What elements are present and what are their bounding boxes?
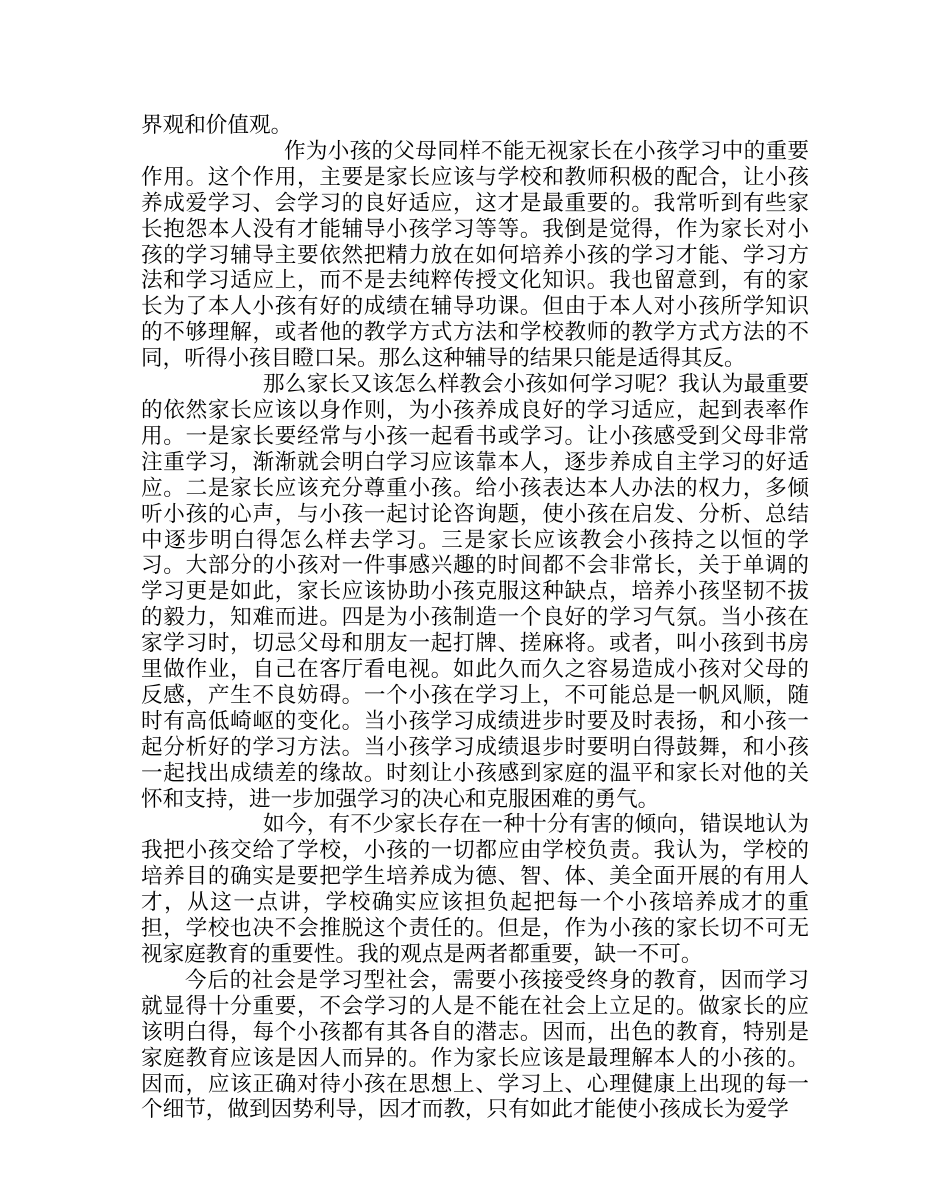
- paragraph-1: 界观和价值观。: [141, 113, 293, 138]
- document-page: [141, 113, 809, 1123]
- paragraph-4: 如今，有不少家长存在一种十分有害的倾向，错误地认为我把小孩交给了学校，小孩的一切都应由学校负责。我认为，学校的培养目的确实是要把学生培养成为德、智、体、美全面开展的有用人才，从这一点讲，学校确实应该担负起把每一个小孩培养成才的重担，学校也决不会推脱这个责任的。但是，作为小孩的家长切不可无视家庭教育的重要性。我的观点是两者都重要，缺一不可。: [141, 812, 809, 967]
- paragraph-5: 今后的社会是学习型社会，需要小孩接受终身的教育，因而学习就显得十分重要，不会学习的人是不能在社会上立足的。做家长的应该明白得，每个小孩都有其各自的潜志。因而，出色的教育，特别是家庭教育应该是因人而异的。作为家长应该是最理解本人的小孩的。因而，应该正确对待小孩在思想上、学习上、心理健康上出现的每一个细节，做到因势利导，因才而教，只有如此才能使小孩成长为爱学: [141, 967, 809, 1123]
- paragraph-3: 那么家长又该怎么样教会小孩如何学习呢？我认为最重要的依然家长应该以身作则，为小孩养成良好的学习适应，起到表率作用。一是家长要经常与小孩一起看书或学习。让小孩感受到父母非常注重学习，渐渐就会明白学习应该靠本人，逐步养成自主学习的好适应。二是家长应该充分尊重小孩。给小孩表达本人办法的权力，多倾听小孩的心声，与小孩一起讨论咨询题，使小孩在启发、分析、总结中逐步明白得怎么样去学习。三是家长应该教会小孩持之以恒的学习。大部分的小孩对一件事感兴趣的时间都不会非常长，关于单调的学习更是如此，家长应该协助小孩克服这种缺点，培养小孩坚韧不拔的毅力，知难而进。四是为小孩制造一个良好的学习气氛。当小孩在家学习时，切忌父母和朋友一起打牌、搓麻将。或者，叫小孩到书房里做作业，自己在客厅看电视。如此久而久之容易造成小孩对父母的反感，产生不良妨碍。一个小孩在学习上，不可能总是一帆风顺，随时有高低崎岖的变化。当小孩学习成绩进步时要及时表扬，和小孩一起分析好的学习方法。当小孩学习成绩退步时要明白得鼓舞，和小孩一起找出成绩差的缘故。时刻让小孩感到家庭的温平和家长对他的关怀和支持，进一步加强学习的决心和克服困难的勇气。: [141, 372, 809, 812]
- paragraph-2: 作为小孩的父母同样不能无视家长在小孩学习中的重要作用。这个作用，主要是家长应该与学校和教师积极的配合，让小孩养成爱学习、会学习的良好适应，这才是最重要的。我常听到有些家长抱怨本人没有才能辅导小孩学习等等。我倒是觉得，作为家长对小孩的学习辅导主要依然把精力放在如何培养小孩的学习才能、学习方法和学习适应上，而不是去纯粹传授文化知识。我也留意到，有的家长为了本人小孩有好的成绩在辅导功课。但由于本人对小孩所学知识的不够理解，或者他的教学方式方法和学校教师的教学方式方法的不同，听得小孩目瞪口呆。那么这种辅导的结果只能是适得其反。: [141, 138, 809, 372]
